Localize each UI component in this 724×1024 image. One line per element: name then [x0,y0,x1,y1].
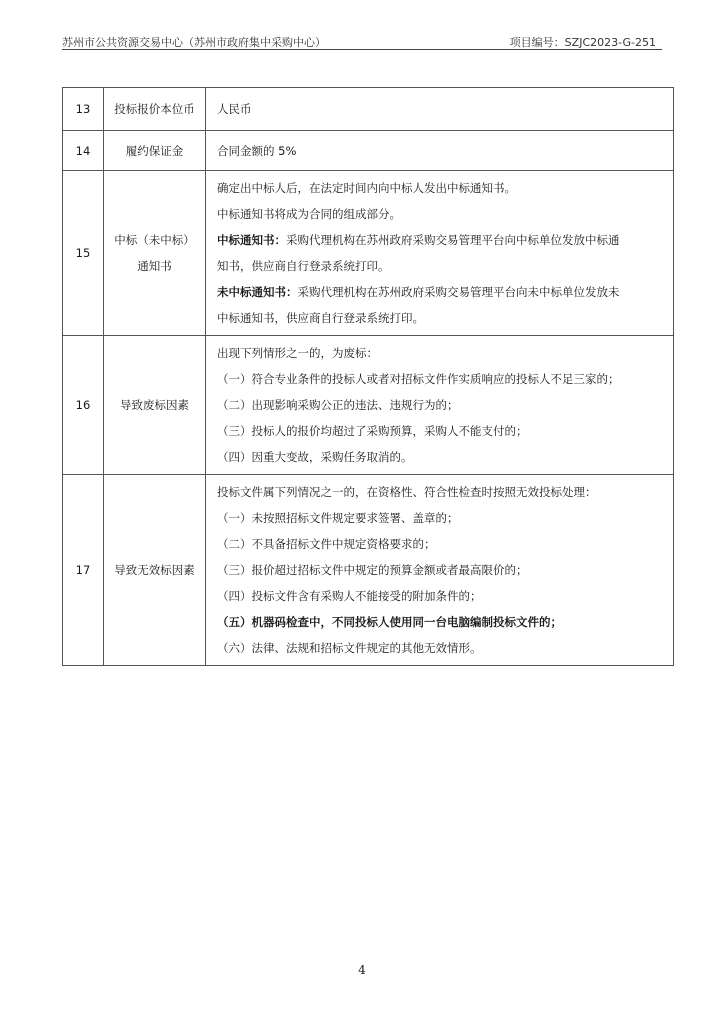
row-item-line: 中标（未中标） [114,233,195,247]
content-line [217,227,673,253]
row-content [206,475,674,666]
content-line: （四）因重大变故，采购任务取消的。 [217,450,413,464]
row-content [206,336,674,475]
row-content [206,171,674,336]
content-line: （二）不具备招标文件中规定资格要求的； [217,537,436,551]
row-item-line: 投标报价本位币 [114,102,195,116]
page-header [62,32,662,50]
content-line: 确定出中标人后，在法定时间内向中标人发出中标通知书。 [217,181,516,195]
row-content [206,88,674,131]
row-item [104,171,206,336]
row-content [206,131,674,171]
table-row-15 [63,171,674,336]
content-lead-text: 采购代理机构在苏州政府采购交易管理平台向未中标单位发放未 [297,285,620,299]
row-item [104,475,206,666]
row-item-line: 通知书 [137,259,172,273]
content-line: （三）投标人的报价均超过了采购预算，采购人不能支付的； [217,424,528,438]
content-line: （一）符合专业条件的投标人或者对招标文件作实质响应的投标人不足三家的； [217,372,620,386]
table-row-16 [63,336,674,475]
content-line: 知书，供应商自行登录系统打印。 [217,259,390,273]
content-line [217,279,673,305]
table-row-13 [63,88,674,131]
page-number: 4 [358,963,366,977]
content-line: 中标通知书将成为合同的组成部分。 [217,207,401,221]
row-item [104,131,206,171]
content-lead-text: 采购代理机构在苏州政府采购交易管理平台向中标单位发放中标通 [286,233,620,247]
row-item-line: 导致废标因素 [120,398,189,412]
requirements-table [62,87,674,666]
row-item [104,336,206,475]
content-line: （六）法律、法规和招标文件规定的其他无效情形。 [217,641,482,655]
row-number: 16 [63,336,104,475]
content-line: 中标通知书，供应商自行登录系统打印。 [217,311,424,325]
row-number: 13 [63,88,104,131]
row-item-line: 履约保证金 [125,143,184,158]
table-row-17 [63,475,674,666]
content-line: 合同金额的 5% [217,143,297,158]
header-divider [62,49,662,50]
content-line-emphasis: （五）机器码检查中，不同投标人使用同一台电脑编制投标文件的； [217,615,562,629]
row-number: 17 [63,475,104,666]
table-row-14 [63,131,674,171]
content-lead-label: 未中标通知书： [217,285,298,299]
content-line: 人民币 [217,102,252,116]
content-line: （二）出现影响采购公正的违法、违规行为的； [217,398,459,412]
content-line: 出现下列情形之一的，为废标： [217,346,378,360]
requirements-table-body [63,88,674,666]
row-number: 14 [63,131,104,171]
content-lead-label: 中标通知书： [217,233,286,247]
row-number: 15 [63,171,104,336]
content-line: 投标文件属下列情况之一的，在资格性、符合性检查时按照无效投标处理： [217,485,597,499]
row-item [104,88,206,131]
header-project-number: 项目编号：SZJC2023-G-251 [509,36,656,49]
content-line: （一）未按照招标文件规定要求签署、盖章的； [217,511,459,525]
content-line: （四）投标文件含有采购人不能接受的附加条件的； [217,589,482,603]
content-line: （三）报价超过招标文件中规定的预算金额或者最高限价的； [217,563,528,577]
header-organization: 苏州市公共资源交易中心（苏州市政府集中采购中心） [62,36,326,49]
row-item-line: 导致无效标因素 [114,563,195,577]
